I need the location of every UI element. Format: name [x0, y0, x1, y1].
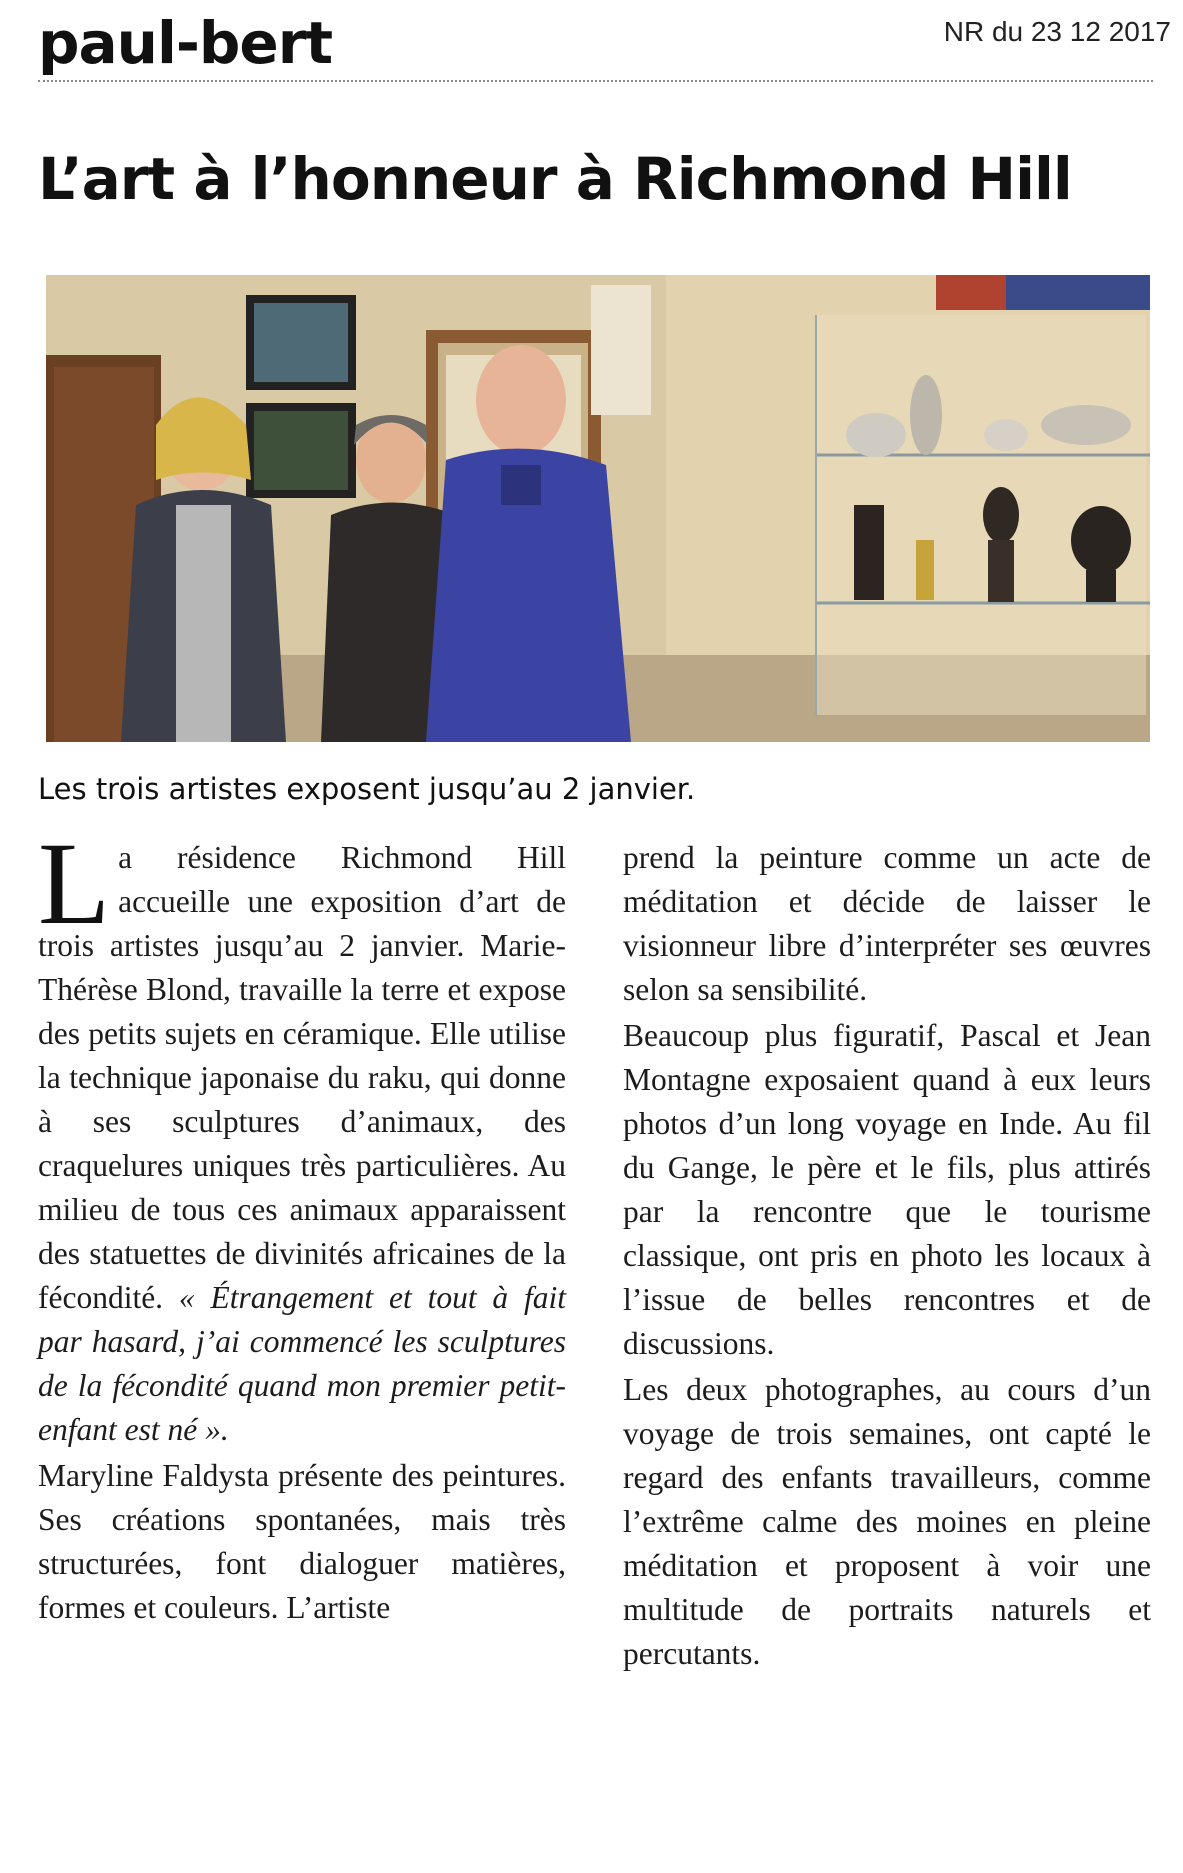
headline: L’art à l’honneur à Richmond Hill [38, 145, 1072, 213]
source-date: NR du 23 12 2017 [943, 16, 1171, 47]
article-paragraph: Beaucoup plus figuratif, Pascal et Jean Montagne exposaient quand à eux leurs photos d’un long voyage en Inde. Au fil du Gange, le père et le fils, plus attirés par la rencontre que le tourisme classique, ont pris en photo les locaux à l’issue de belles rencontres et de discussions. [623, 1018, 1151, 1361]
article-paragraph: Les deux photographes, au cours d’un voyage de trois semaines, ont capté le regard des enfants travailleurs, comme l’extrême calme des moines en pleine méditation et proposent à voir une multitude de portraits naturels et percutants. [623, 1372, 1151, 1671]
photo-illustration [46, 275, 1150, 742]
article-photo [46, 275, 1150, 742]
paragraph-text: a résidence Richmond Hill accueille une exposition d’art de trois artistes jusqu’au 2 janvier. Marie-Thérèse Blond, travaille la terre et expose des petits sujets en céramique. Elle utilise la technique japonaise du raku, qui donne à ses sculptures d’animaux, des craquelures uniques très particulières. Au milieu de tous ces animaux apparaissent des statuettes de divinités africaines de la fécondité. [38, 840, 566, 1315]
section-title: paul-bert [38, 9, 333, 77]
article-paragraph [38, 818, 566, 1452]
article-column-left [38, 818, 566, 1630]
article-column-right [623, 836, 1151, 1676]
article-paragraph: Maryline Faldysta présente des peintures. Ses créations spontanées, mais très structurées, font dialoguer matières, formes et couleurs. L’artiste [38, 1458, 566, 1625]
drop-cap: L [38, 818, 111, 949]
artist-quote: « Étrangement et tout à fait par hasard, j’ai commencé les sculptures de la fécondité quand mon premier petit-enfant est né ». [38, 1280, 566, 1447]
article-paragraph: prend la peinture comme un acte de méditation et décide de laisser le visionneur libre d’interpréter ses œuvres selon sa sensibilité. [623, 840, 1151, 1007]
header-divider [38, 80, 1153, 82]
photo-caption: Les trois artistes exposent jusqu’au 2 janvier. [38, 772, 696, 806]
